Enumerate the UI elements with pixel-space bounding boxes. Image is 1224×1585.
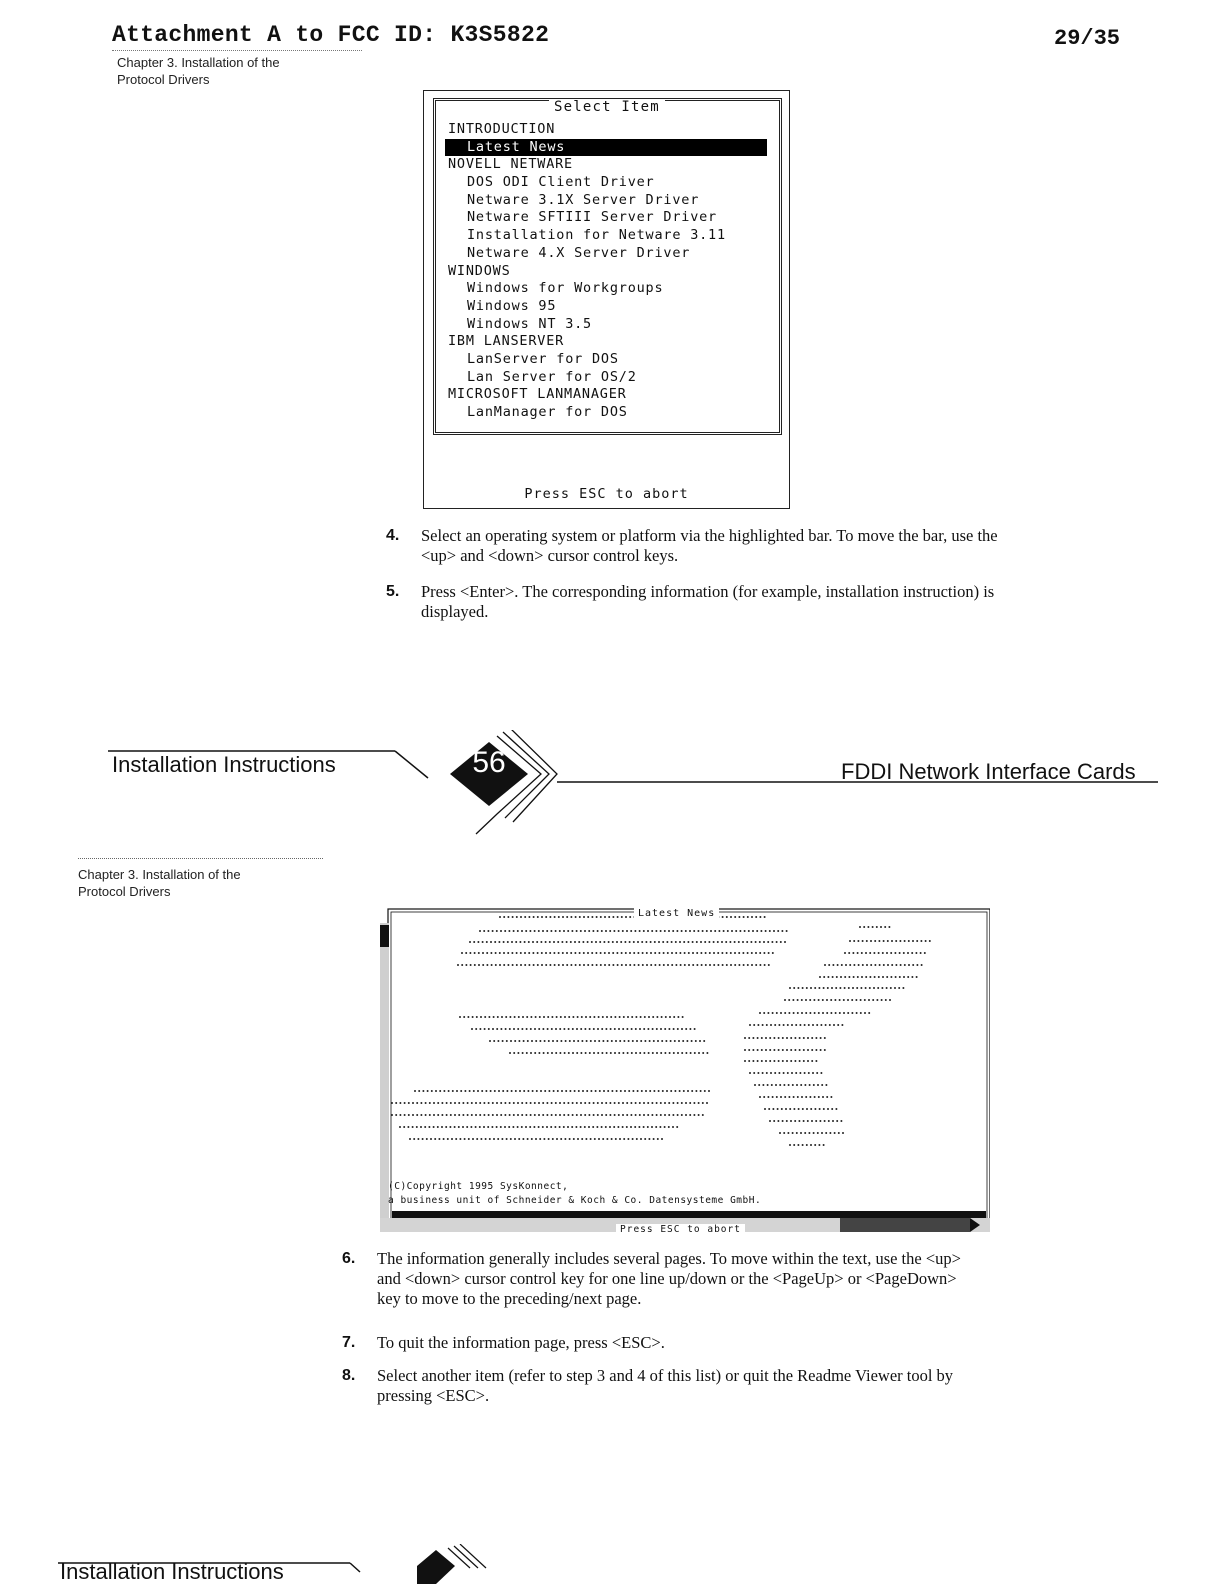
menu-item[interactable]: Netware SFTIII Server Driver bbox=[467, 209, 717, 226]
step-line: To quit the information page, press <ESC>. bbox=[377, 1333, 665, 1352]
page-counter: 29/35 bbox=[1054, 26, 1121, 51]
step-text bbox=[377, 1333, 665, 1353]
menu-list bbox=[448, 121, 771, 422]
menu-category: IBM LANSERVER bbox=[448, 333, 565, 350]
step-line: <up> and <down> cursor control keys. bbox=[421, 546, 679, 565]
menu-item[interactable]: DOS ODI Client Driver bbox=[467, 174, 655, 191]
next-page-footer-title: Installation Instructions bbox=[60, 1559, 284, 1584]
step-line: and <down> cursor control key for one line up/down or the <PageUp> or <PageDown> bbox=[377, 1269, 957, 1288]
menu-item[interactable]: Installation for Netware 3.11 bbox=[467, 227, 726, 244]
select-item-screen bbox=[423, 90, 790, 509]
news-screen-frame bbox=[380, 905, 990, 1245]
menu-category: NOVELL NETWARE bbox=[448, 156, 573, 173]
chapter-label bbox=[78, 866, 241, 900]
step-text bbox=[421, 582, 994, 622]
menu-item[interactable]: Netware 3.1X Server Driver bbox=[467, 191, 700, 208]
menu-category: INTRODUCTION bbox=[448, 121, 556, 137]
copyright-line: (C)Copyright 1995 SysKonnect, bbox=[388, 1181, 569, 1192]
abort-hint: Press ESC to abort bbox=[524, 486, 689, 502]
chapter-divider bbox=[78, 858, 323, 859]
menu-item[interactable]: LanServer for DOS bbox=[467, 350, 619, 367]
step-line: Select an operating system or platform via the highlighted bar. To move the bar, use the bbox=[421, 526, 998, 545]
menu-item[interactable]: Windows 95 bbox=[467, 297, 557, 314]
step-number: 5. bbox=[386, 583, 400, 600]
step-line: Press <Enter>. The corresponding information (for example, installation instruction) is bbox=[421, 582, 995, 601]
chapter-label bbox=[117, 54, 280, 88]
step-line: displayed. bbox=[421, 602, 489, 621]
page-number: 56 bbox=[472, 746, 506, 779]
chapter-label-line: Protocol Drivers bbox=[117, 72, 210, 87]
menu-item[interactable]: Lan Server for OS/2 bbox=[467, 368, 637, 385]
header-divider bbox=[112, 50, 362, 51]
news-title: Latest News bbox=[634, 908, 719, 919]
step-line: Select another item (refer to step 3 and 4 of this list) or quit the Readme Viewer tool by bbox=[377, 1366, 954, 1385]
dialog-title-row bbox=[436, 101, 779, 121]
document-title: Attachment A to FCC ID: K3S5822 bbox=[112, 22, 550, 48]
chapter-label-line: Protocol Drivers bbox=[78, 884, 171, 899]
step-number: 7. bbox=[342, 1334, 356, 1351]
dialog-title: Select Item bbox=[549, 99, 665, 115]
footer-product-title: FDDI Network Interface Cards bbox=[841, 759, 1136, 784]
step-text bbox=[377, 1249, 961, 1309]
step-number: 4. bbox=[386, 527, 400, 544]
footer-section-title: Installation Instructions bbox=[112, 752, 336, 777]
select-item-dialog bbox=[433, 98, 782, 435]
menu-item-selected[interactable]: Latest News bbox=[445, 139, 767, 157]
step-line: The information generally includes several pages. To move within the text, use the <up> bbox=[377, 1249, 961, 1268]
chapter-label-line: Chapter 3. Installation of the bbox=[78, 867, 241, 882]
menu-item[interactable]: Netware 4.X Server Driver bbox=[467, 244, 691, 261]
copyright-line: a business unit of Schneider & Koch & Co. Datensysteme GmbH. bbox=[388, 1195, 762, 1206]
step-line: key to move to the preceding/next page. bbox=[377, 1289, 642, 1308]
menu-item[interactable]: Windows for Workgroups bbox=[467, 280, 664, 297]
menu-item[interactable]: LanManager for DOS bbox=[467, 404, 628, 420]
latest-news-screen bbox=[380, 905, 990, 1245]
step-number: 6. bbox=[342, 1250, 356, 1267]
chapter-label-line: Chapter 3. Installation of the bbox=[117, 55, 280, 70]
step-line: pressing <ESC>. bbox=[377, 1386, 490, 1405]
page-footer-graphic bbox=[0, 730, 1224, 840]
menu-item[interactable]: Windows NT 3.5 bbox=[467, 315, 592, 332]
step-text bbox=[377, 1366, 953, 1406]
menu-category: WINDOWS bbox=[448, 262, 511, 279]
step-number: 8. bbox=[342, 1367, 356, 1384]
menu-category: MICROSOFT LANMANAGER bbox=[448, 386, 627, 403]
step-text bbox=[421, 526, 998, 566]
abort-hint: Press ESC to abort bbox=[616, 1224, 745, 1235]
logo-dot-art bbox=[391, 916, 931, 1146]
